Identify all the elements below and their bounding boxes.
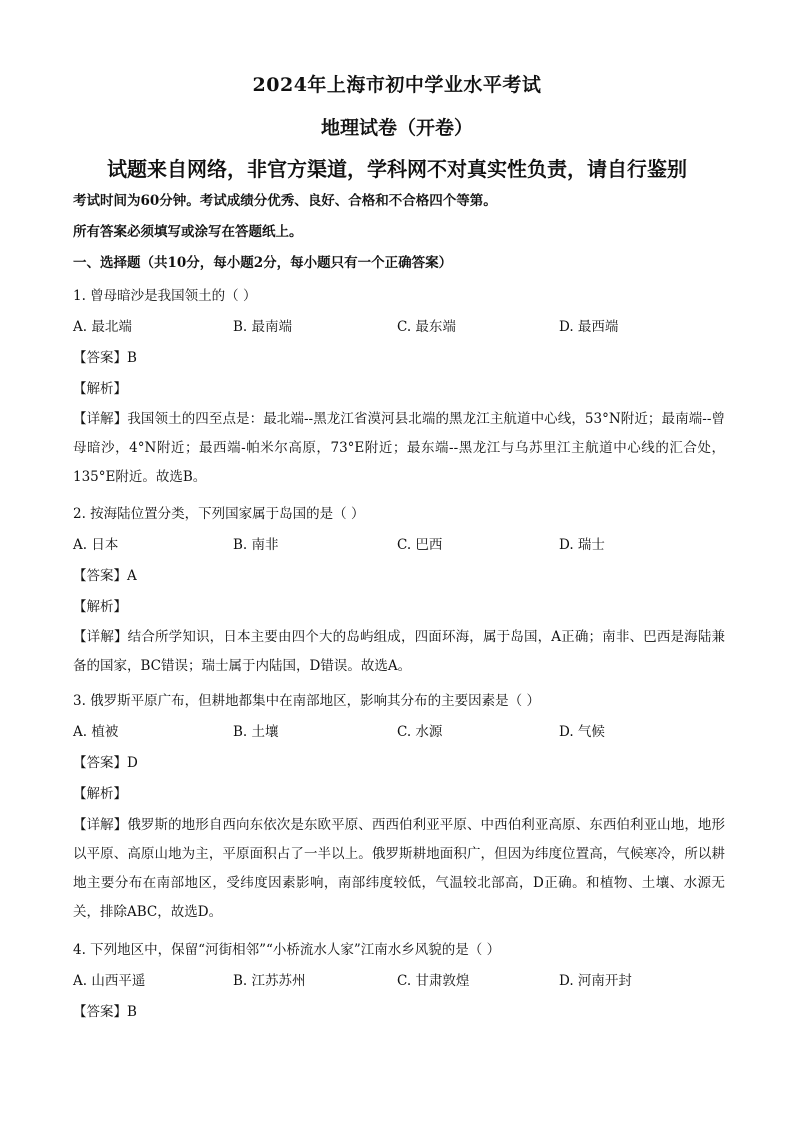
question-4-option-d: D. 河南开封: [559, 973, 632, 989]
question-3-stem: 3. 俄罗斯平原广布，但耕地都集中在南部地区，影响其分布的主要因素是（ ）: [73, 693, 540, 709]
disclaimer: 试题来自网络，非官方渠道，学科网不对真实性负责，请自行鉴别: [107, 157, 687, 181]
question-2-option-b: B. 南非: [233, 537, 279, 553]
question-3-option-c: C. 水源: [397, 724, 443, 740]
question-2-option-d: D. 瑞士: [559, 537, 605, 553]
question-1-option-b: B. 最南端: [233, 319, 293, 335]
question-2-answer: 【答案】A: [73, 568, 137, 584]
section-title: 一、选择题（共10分，每小题2分，每小题只有一个正确答案）: [73, 255, 453, 271]
question-4-option-a: A. 山西平遥: [73, 973, 146, 989]
exam-subtitle: 地理试卷（开卷）: [320, 117, 473, 139]
question-1-answer: 【答案】B: [73, 350, 137, 366]
question-1-option-a: A. 最北端: [73, 319, 132, 335]
question-2-stem: 2. 按海陆位置分类，下列国家属于岛国的是（ ）: [73, 506, 365, 522]
question-1-option-c: C. 最东端: [397, 319, 456, 335]
question-3-option-b: B. 土壤: [233, 724, 279, 740]
question-4-answer: 【答案】B: [73, 1004, 137, 1020]
question-3-analysis-label: 【解析】: [73, 786, 127, 802]
question-4-option-c: C. 甘肃敦煌: [397, 973, 470, 989]
instruction-time: 考试时间为60分钟。考试成绩分优秀、良好、合格和不合格四个等第。: [73, 193, 497, 209]
question-3-option-a: A. 植被: [73, 724, 119, 740]
instruction-answer-sheet: 所有答案必须填写或涂写在答题纸上。: [73, 224, 303, 240]
question-3-detail: 【详解】俄罗斯的地形自西向东依次是东欧平原、西西伯利亚平原、中西伯利亚高原、东西伯利亚山地，地形以平原、高原山地为主，平原面积占了一半以上。俄罗斯耕地面积广，但因为纬度位置高，气候寒冷，所以耕地主要分布在南部地区，受纬度因素影响，南部纬度较低，气温较北部高，D正确。和植物、土壤、水源无关，排除ABC，故选D。: [73, 817, 725, 920]
question-1-detail: 【详解】我国领土的四至点是：最北端--黑龙江省漠河县北端的黑龙江主航道中心线，53°N附近；最南端--曾母暗沙，4°N附近；最西端-帕米尔高原，73°E附近；最东端--黑龙江与乌苏里江主航道中心线的汇合处，135°E附近。故选B。: [73, 411, 725, 485]
exam-title: 2024年上海市初中学业水平考试: [252, 74, 542, 96]
question-1-analysis-label: 【解析】: [73, 381, 127, 397]
question-2-option-c: C. 巴西: [397, 537, 443, 553]
question-1-stem: 1. 曾母暗沙是我国领土的（ ）: [73, 288, 257, 304]
question-3-option-d: D. 气候: [559, 724, 605, 740]
question-4-stem: 4. 下列地区中，保留“河街相邻”“小桥流水人家”江南水乡风貌的是（ ）: [73, 942, 501, 958]
question-1-option-d: D. 最西端: [559, 319, 619, 335]
question-4-option-b: B. 江苏苏州: [233, 973, 306, 989]
question-2-detail: 【详解】结合所学知识，日本主要由四个大的岛屿组成，四面环海，属于岛国，A正确；南非、巴西是海陆兼备的国家，BC错误；瑞士属于内陆国，D错误。故选A。: [73, 629, 725, 674]
question-2-analysis-label: 【解析】: [73, 599, 127, 615]
question-3-answer: 【答案】D: [73, 755, 138, 771]
question-2-option-a: A. 日本: [73, 537, 119, 553]
